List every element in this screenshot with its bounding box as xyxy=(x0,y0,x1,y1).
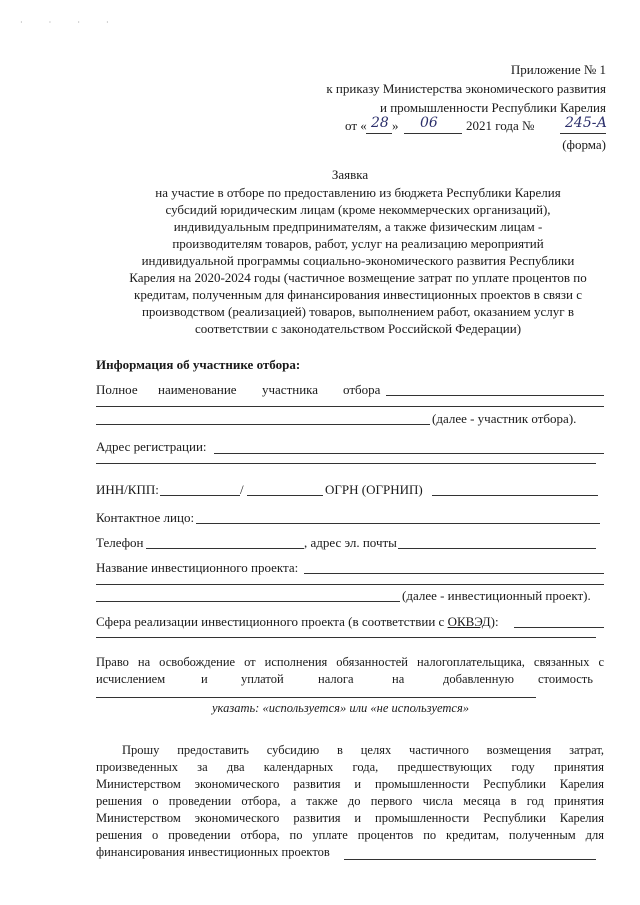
appendix-label: Приложение № 1 xyxy=(510,62,606,77)
okved-field[interactable] xyxy=(514,627,604,628)
full-name-field-line-2[interactable] xyxy=(96,406,604,407)
participant-note: (далее - участник отбора). xyxy=(432,411,577,426)
order-line-2: и промышленности Республики Карелия xyxy=(380,100,606,115)
order-date-close: » xyxy=(392,118,399,133)
title-line: на участие в отборе по предоставлению из бюджета Республики Карелия xyxy=(155,185,561,200)
full-name-word: участника xyxy=(262,382,319,397)
okved-abbr: ОКВЭД xyxy=(447,614,491,629)
order-day: 28 xyxy=(371,115,389,131)
okved-label xyxy=(96,614,499,630)
scan-specks: · · · · xyxy=(20,18,121,27)
ogrn-label: ОГРН (ОГРНИП) xyxy=(325,482,423,497)
vat-line-1: Право на освобождение от исполнения обязанностей налогоплательщика, связанных с xyxy=(96,655,604,669)
body-line: Прошу предоставить субсидию в целях частичного возмещения затрат, xyxy=(122,743,604,757)
body-line-last: финансирования инвестиционных проектов xyxy=(96,845,330,859)
body-line: Министерством экономического развития и промышленности Республики Карелия xyxy=(96,777,604,791)
body-line: произведенных за два календарных года, предшествующих году принятия xyxy=(96,760,604,774)
project-field-line-2[interactable] xyxy=(96,584,604,585)
number-underline xyxy=(560,133,606,134)
vat-word: и xyxy=(201,672,208,686)
inn-field[interactable] xyxy=(160,495,240,496)
project-field[interactable] xyxy=(304,573,604,574)
projects-field[interactable] xyxy=(344,859,596,860)
address-field[interactable] xyxy=(214,453,604,454)
vat-word: добавленную xyxy=(443,672,515,686)
title-line: кредитам, полученным для финансирования инвестиционных проектов в связи с xyxy=(134,287,582,302)
project-label: Название инвестиционного проекта: xyxy=(96,560,299,575)
title-line: Карелия на 2020-2024 годы (частичное возмещение затрат по уплате процентов по xyxy=(129,270,587,285)
order-month: 06 xyxy=(420,115,438,131)
title-line: соответствии с законодательством Российской Федерации) xyxy=(194,321,522,336)
kpp-field[interactable] xyxy=(247,495,323,496)
okved-label-post: ): xyxy=(490,614,499,629)
body-line: Министерством экономического развития и промышленности Республики Карелия xyxy=(96,811,604,825)
address-field-line-2[interactable] xyxy=(96,463,596,464)
email-field[interactable] xyxy=(398,548,596,549)
order-number: 245-А xyxy=(565,115,608,131)
vat-word: уплатой xyxy=(241,672,284,686)
address-label: Адрес регистрации: xyxy=(96,439,207,454)
order-line-1: к приказу Министерства экономического развития xyxy=(326,81,606,96)
order-date-prefix: от « xyxy=(345,118,367,133)
body-line: решения о проведении отбора, а также до первого числа месяца в год принятия xyxy=(96,794,604,808)
title-line: субсидий юридическим лицам (кроме некоммерческих организаций), xyxy=(165,202,551,217)
vat-word: исчислением xyxy=(96,672,166,686)
form-label: (форма) xyxy=(562,137,606,152)
project-field-line-3[interactable] xyxy=(96,601,400,602)
vat-field[interactable] xyxy=(96,697,536,698)
phone-label: Телефон xyxy=(96,535,144,550)
full-name-field-line-3[interactable] xyxy=(96,424,430,425)
title-line: производителям товаров, работ, услуг на реализацию мероприятий xyxy=(172,236,544,251)
email-label: , адрес эл. почты xyxy=(304,535,397,550)
title-line: производством (реализацией) товаров, выполнением работ, оказанием услуг в xyxy=(141,304,575,319)
vat-word: стоимость xyxy=(538,672,593,686)
order-year: 2021 года № xyxy=(466,118,535,133)
inn-separator: / xyxy=(240,482,244,497)
ogrn-field[interactable] xyxy=(432,495,598,496)
contact-field[interactable] xyxy=(196,523,600,524)
vat-word: налога xyxy=(318,672,354,686)
section-heading: Информация об участнике отбора: xyxy=(96,357,301,372)
title-line: индивидуальной программы социально-экономического развития Республики xyxy=(141,253,575,268)
contact-label: Контактное лицо: xyxy=(96,510,195,525)
day-underline xyxy=(366,133,392,134)
phone-field[interactable] xyxy=(146,548,304,549)
full-name-word: наименование xyxy=(158,382,237,397)
vat-hint: указать: «используется» или «не используется» xyxy=(212,701,470,715)
body-line: решения о проведении отбора, по уплате процентов по кредитам, полученным для xyxy=(96,828,604,842)
full-name-word: отбора xyxy=(343,382,381,397)
application-title: Заявка xyxy=(331,167,369,182)
project-note: (далее - инвестиционный проект). xyxy=(402,588,591,603)
full-name-word: Полное xyxy=(96,382,138,397)
month-underline xyxy=(404,133,462,134)
vat-word: на xyxy=(392,672,405,686)
title-line: индивидуальным предпринимателям, а также физическим лицам - xyxy=(173,219,543,234)
inn-label: ИНН/КПП: xyxy=(96,482,159,497)
okved-label-pre: Сфера реализации инвестиционного проекта (в соответствии с xyxy=(96,614,448,629)
full-name-field[interactable] xyxy=(386,395,604,396)
okved-field-line-2[interactable] xyxy=(96,637,596,638)
